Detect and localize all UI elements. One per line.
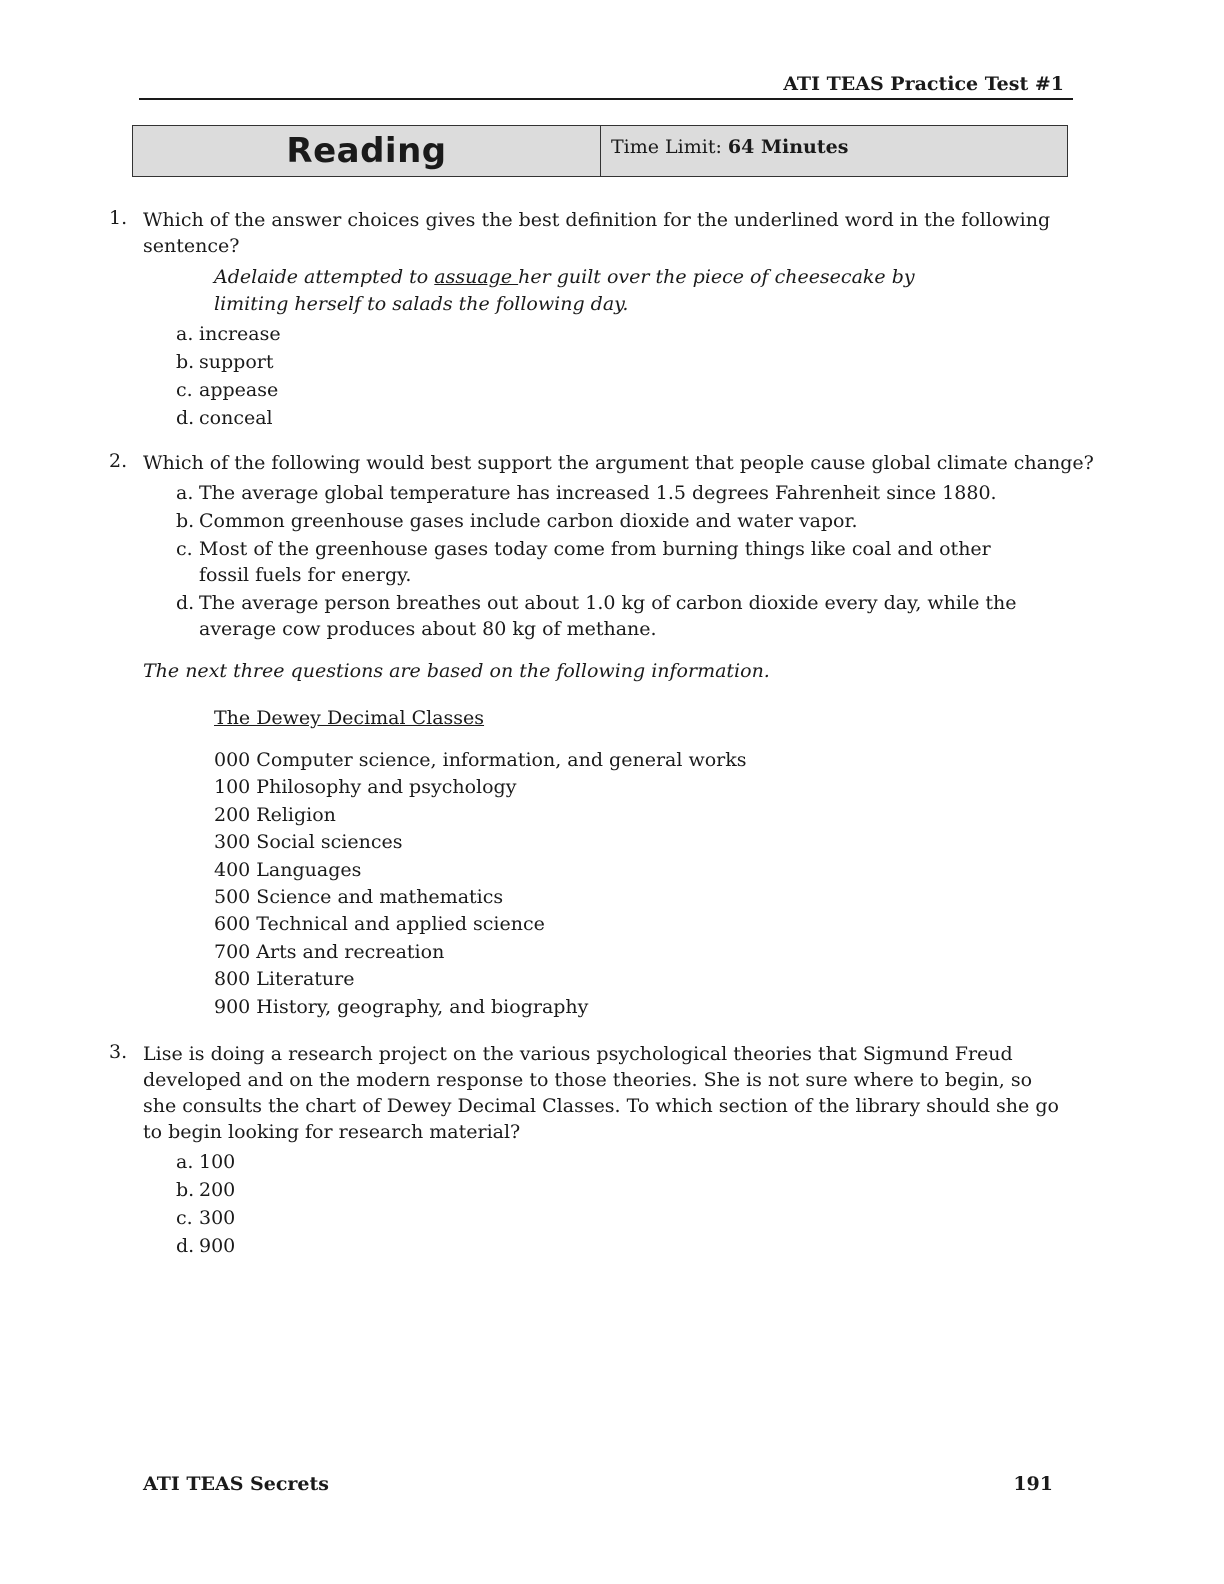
choice-letter: b.: [176, 351, 195, 373]
dewey-item: 700 Arts and recreation: [214, 940, 445, 963]
choice-text: The average person breathes out about 1.0 kg of carbon dioxide every day, while the average cow produces about 80 kg of methane.: [199, 592, 1017, 640]
footer-page-number: 191: [1013, 1473, 1053, 1495]
choice-b: [176, 508, 1046, 534]
choice-a: [176, 480, 1046, 506]
footer-book-title: ATI TEAS Secrets: [143, 1473, 329, 1495]
time-limit: [601, 126, 1067, 176]
choice-text: 200: [199, 1179, 236, 1201]
time-limit-label: Time Limit:: [611, 136, 728, 158]
question-3: [109, 1041, 1069, 1261]
section-name: Reading: [133, 126, 601, 176]
choice-d: [176, 1233, 1069, 1259]
choice-text: appease: [199, 379, 279, 401]
question-number: 2.: [109, 450, 128, 472]
choice-c: [176, 1205, 1069, 1231]
dewey-item: 100 Philosophy and psychology: [214, 776, 517, 799]
dewey-item: 600 Technical and applied science: [214, 913, 545, 936]
choices: [176, 321, 1069, 431]
dewey-item: 900 History, geography, and biography: [214, 995, 589, 1018]
choice-letter: a.: [176, 482, 194, 504]
choice-letter: d.: [176, 1235, 195, 1257]
question-1: [109, 207, 1069, 433]
dewey-list: [214, 705, 747, 1021]
choice-c: [176, 536, 1046, 588]
choice-text: Most of the greenhouse gases today come from burning things like coal and other fossil fuels for energy.: [199, 538, 991, 586]
choice-letter: a.: [176, 1151, 194, 1173]
choices: [176, 1149, 1069, 1259]
choice-a: [176, 321, 1069, 347]
question-text: Lise is doing a research project on the various psychological theories that Sigmund Freud developed and on the modern response to those theories. She is not sure where to begin, so she consults the chart of Dewey Decimal Classes. To which section of the library should she go to begin looking for research material?: [143, 1043, 1059, 1143]
question-2: [109, 450, 1094, 644]
dewey-item: 300 Social sciences: [214, 831, 403, 854]
quote-before: Adelaide attempted to: [214, 266, 435, 288]
choice-c: [176, 377, 1069, 403]
section-box: [132, 125, 1068, 177]
choice-text: 300: [199, 1207, 236, 1229]
choice-d: [176, 405, 1069, 431]
page-header-title: ATI TEAS Practice Test #1: [783, 73, 1064, 95]
choice-letter: c.: [176, 1207, 193, 1229]
dewey-item: 200 Religion: [214, 803, 336, 826]
choice-letter: c.: [176, 379, 193, 401]
choice-letter: d.: [176, 592, 195, 614]
question-quote: [214, 264, 954, 318]
choice-letter: b.: [176, 510, 195, 532]
choice-text: The average global temperature has increased 1.5 degrees Fahrenheit since 1880.: [199, 482, 997, 504]
quote-after: her guilt over the piece of cheesecake by limiting herself to salads the following day.: [214, 266, 915, 315]
choice-d: [176, 590, 1046, 642]
choice-text: 900: [199, 1235, 236, 1257]
intro-text: The next three questions are based on the following information.: [143, 660, 770, 682]
choice-text: Common greenhouse gases include carbon dioxide and water vapor.: [199, 510, 858, 532]
choice-text: support: [199, 351, 274, 373]
question-number: 3.: [109, 1041, 128, 1063]
dewey-title: The Dewey Decimal Classes: [214, 707, 485, 729]
choice-text: 100: [199, 1151, 236, 1173]
header-rule: [139, 98, 1073, 100]
dewey-item: 400 Languages: [214, 858, 362, 881]
question-text: Which of the answer choices gives the best definition for the underlined word in the following sentence?: [143, 209, 1051, 257]
dewey-item: 800 Literature: [214, 968, 355, 991]
choice-text: conceal: [199, 407, 273, 429]
choice-letter: b.: [176, 1179, 195, 1201]
question-text: Which of the following would best support the argument that people cause global climate change?: [143, 452, 1094, 474]
time-limit-value: 64 Minutes: [727, 136, 849, 158]
choice-letter: a.: [176, 323, 194, 345]
choices: [176, 480, 1046, 642]
dewey-item: 500 Science and mathematics: [214, 886, 504, 909]
choice-a: [176, 1149, 1069, 1175]
dewey-item: 000 Computer science, information, and general works: [214, 749, 747, 771]
choice-b: [176, 1177, 1069, 1203]
quote-underlined-word: assuage: [434, 266, 519, 288]
choice-b: [176, 349, 1069, 375]
question-number: 1.: [109, 207, 128, 229]
choice-text: increase: [199, 323, 281, 345]
choice-letter: d.: [176, 407, 195, 429]
choice-letter: c.: [176, 538, 193, 560]
